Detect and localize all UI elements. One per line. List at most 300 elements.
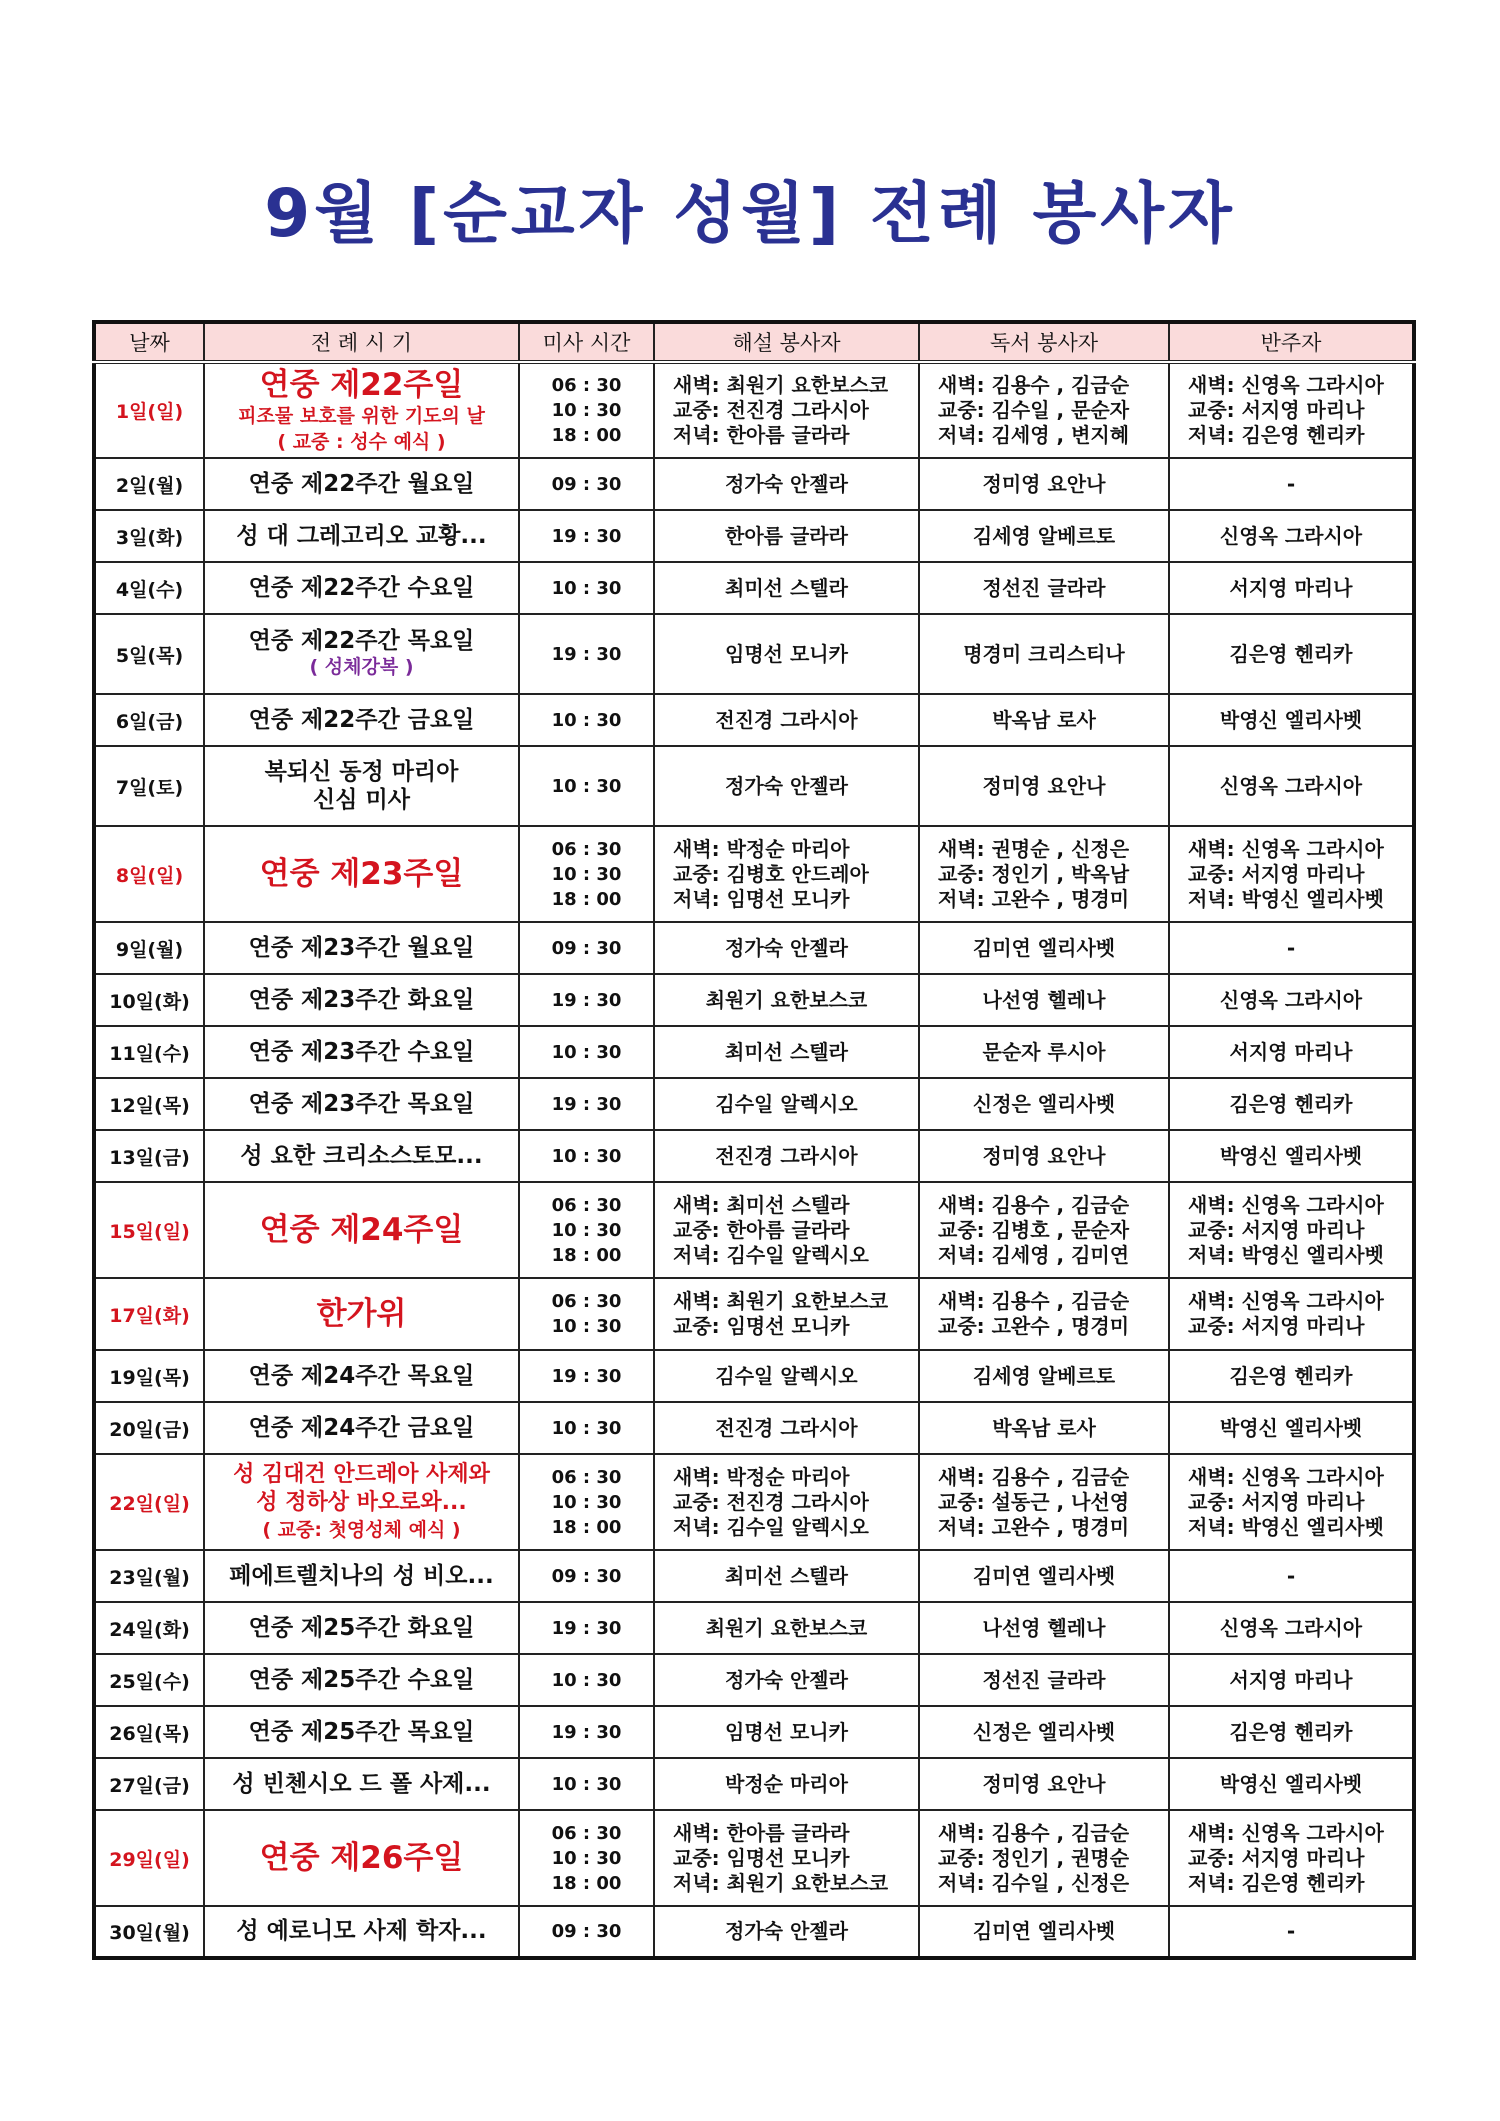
reader-name: 교중: 고완수 , 명경미 [938, 1314, 1130, 1338]
commentator-name: 교중: 김병호 안드레아 [673, 861, 869, 886]
commentator-name: 정가숙 안젤라 [725, 1667, 848, 1692]
commentator-name: 저녁: 김수일 알렉시오 [673, 1242, 869, 1267]
commentator-name: 최미선 스텔라 [725, 1039, 848, 1064]
table-row [94, 1130, 1414, 1182]
header-mass-time: 미사 시간 [519, 322, 654, 362]
commentator-name: 새벽: 한아름 글라라 [673, 1820, 850, 1845]
table-row [94, 746, 1414, 826]
table-row [94, 362, 1414, 458]
date-cell [94, 1078, 204, 1130]
commentator-cell [654, 614, 919, 694]
mass-time-cell [519, 1182, 654, 1278]
date-cell [94, 1454, 204, 1550]
table-row [94, 1182, 1414, 1278]
schedule-body [94, 362, 1414, 1958]
commentator-name: 저녁: 한아름 글라라 [673, 423, 850, 447]
commentator-cell [654, 1654, 919, 1706]
header-row [94, 322, 1414, 362]
mass-time: 19 : 30 [551, 1093, 622, 1115]
header-commentator: 해설 봉사자 [654, 322, 919, 362]
liturgy-title: 연중 제23주간 수요일 [248, 1038, 475, 1065]
reader-name: 김세영 알베르토 [972, 523, 1116, 548]
reader-cell [919, 1654, 1169, 1706]
table-row [94, 922, 1414, 974]
reader-name: 정선진 글라라 [982, 1667, 1106, 1692]
organist-name: 김은영 헨리카 [1229, 1363, 1353, 1388]
commentator-name: 임명선 모니카 [725, 1719, 848, 1744]
liturgy-title: 연중 제22주일 [259, 366, 464, 403]
reader-name: 교중: 설동근 , 나선영 [938, 1489, 1130, 1514]
commentator-name: 정가숙 안젤라 [725, 471, 848, 496]
date-label: 5일(목) [115, 644, 184, 667]
date-label: 25일(수) [109, 1670, 190, 1693]
date-cell [94, 1350, 204, 1402]
header-liturgy: 전 례 시 기 [204, 322, 519, 362]
reader-name: 새벽: 김용수 , 김금순 [938, 1289, 1130, 1313]
reader-name: 나선영 헬레나 [982, 1615, 1106, 1640]
organist-cell [1169, 362, 1414, 458]
mass-time: 10 : 30 [551, 1669, 622, 1691]
liturgy-title: 연중 제23주간 월요일 [248, 934, 475, 961]
reader-name: 신정은 엘리사벳 [972, 1719, 1116, 1744]
commentator-name: 전진경 그라시아 [715, 1415, 858, 1440]
liturgy-cell [204, 826, 519, 922]
commentator-cell [654, 746, 919, 826]
organist-name: - [1286, 935, 1296, 960]
table-row [94, 1026, 1414, 1078]
commentator-cell [654, 1130, 919, 1182]
commentator-name: 박정순 마리아 [725, 1771, 848, 1796]
date-label: 22일(일) [109, 1492, 190, 1515]
liturgy-title: 연중 제25주간 화요일 [248, 1614, 475, 1641]
liturgy-cell [204, 974, 519, 1026]
mass-time-cell [519, 1350, 654, 1402]
organist-name: 새벽: 신영옥 그라시아 [1188, 1820, 1384, 1845]
date-label: 7일(토) [115, 776, 184, 799]
mass-time: 19 : 30 [551, 643, 622, 665]
table-row [94, 1758, 1414, 1810]
date-cell [94, 922, 204, 974]
commentator-cell [654, 694, 919, 746]
mass-time: 10 : 30 [551, 863, 622, 885]
liturgy-cell [204, 1402, 519, 1454]
reader-cell [919, 694, 1169, 746]
commentator-cell [654, 922, 919, 974]
liturgy-cell [204, 1706, 519, 1758]
organist-cell [1169, 746, 1414, 826]
liturgy-title: 연중 제26주일 [259, 1840, 464, 1876]
mass-time: 10 : 30 [551, 1316, 622, 1337]
date-label: 24일(화) [109, 1618, 190, 1641]
organist-name: 서지영 마리나 [1229, 1039, 1353, 1064]
liturgy-title: 연중 제22주간 수요일 [248, 574, 475, 601]
liturgy-cell [204, 1182, 519, 1278]
date-cell [94, 458, 204, 510]
organist-name: 김은영 헨리카 [1229, 641, 1353, 666]
organist-name: - [1286, 1563, 1296, 1588]
date-label: 11일(수) [109, 1042, 190, 1065]
liturgy-title: 연중 제24주간 목요일 [248, 1362, 475, 1389]
liturgy-title: 성 대 그레고리오 교황... [236, 522, 487, 549]
liturgy-title: 연중 제25주간 수요일 [248, 1666, 475, 1693]
organist-name: 교중: 서지영 마리나 [1188, 861, 1365, 886]
mass-time: 09 : 30 [551, 1565, 622, 1587]
organist-cell [1169, 1278, 1414, 1350]
commentator-name: 교중: 임명선 모니카 [673, 1845, 850, 1870]
mass-time: 18 : 00 [551, 1872, 622, 1894]
date-label: 12일(목) [109, 1094, 190, 1117]
date-cell [94, 1706, 204, 1758]
mass-time: 10 : 30 [551, 1847, 622, 1869]
table-row [94, 1454, 1414, 1550]
liturgy-title: 한가위 [316, 1296, 407, 1332]
liturgy-cell [204, 746, 519, 826]
liturgy-cell [204, 694, 519, 746]
table-row [94, 1278, 1414, 1350]
commentator-name: 새벽: 박정순 마리아 [673, 836, 850, 861]
reader-name: 정미영 요안나 [982, 1771, 1106, 1796]
mass-time: 10 : 30 [551, 577, 622, 599]
commentator-name: 새벽: 최미선 스텔라 [673, 1192, 850, 1217]
reader-name: 김미연 엘리사벳 [972, 1563, 1116, 1588]
mass-time: 06 : 30 [551, 1194, 622, 1216]
mass-time-cell [519, 826, 654, 922]
date-label: 20일(금) [109, 1418, 190, 1441]
organist-cell [1169, 1550, 1414, 1602]
liturgy-cell [204, 1026, 519, 1078]
organist-name: 새벽: 신영옥 그라시아 [1188, 1192, 1384, 1217]
commentator-cell [654, 362, 919, 458]
commentator-name: 정가숙 안젤라 [725, 935, 848, 960]
mass-time-cell [519, 694, 654, 746]
schedule-table [92, 320, 1416, 1960]
mass-time: 09 : 30 [551, 937, 622, 959]
liturgy-title: 연중 제22주간 목요일 [248, 627, 475, 654]
liturgy-note: ( 성체강복 ) [309, 655, 414, 678]
commentator-name: 저녁: 최원기 요한보스코 [673, 1870, 889, 1895]
date-label: 4일(수) [115, 578, 184, 601]
date-label: 2일(월) [115, 474, 184, 497]
date-cell [94, 974, 204, 1026]
date-label: 27일(금) [109, 1774, 190, 1797]
date-cell [94, 1402, 204, 1454]
organist-name: 신영옥 그라시아 [1219, 987, 1363, 1012]
reader-name: 새벽: 김용수 , 김금순 [938, 1464, 1130, 1489]
liturgy-cell [204, 1130, 519, 1182]
mass-time: 19 : 30 [551, 1721, 622, 1743]
commentator-name: 교중: 임명선 모니카 [673, 1314, 850, 1338]
organist-cell [1169, 1654, 1414, 1706]
date-cell [94, 614, 204, 694]
date-cell [94, 1758, 204, 1810]
reader-cell [919, 1026, 1169, 1078]
liturgy-cell [204, 1906, 519, 1958]
reader-name: 새벽: 권명순 , 신정은 [938, 836, 1130, 861]
mass-time-cell [519, 458, 654, 510]
mass-time: 10 : 30 [551, 775, 622, 797]
date-label: 1일(일) [115, 401, 184, 423]
mass-time-cell [519, 362, 654, 458]
commentator-name: 최미선 스텔라 [725, 1563, 848, 1588]
reader-cell [919, 614, 1169, 694]
liturgy-cell [204, 458, 519, 510]
liturgy-title: 연중 제24주간 금요일 [248, 1414, 475, 1441]
mass-time: 06 : 30 [551, 1466, 622, 1488]
reader-cell [919, 1182, 1169, 1278]
reader-name: 정미영 요안나 [982, 1143, 1106, 1168]
date-label: 17일(화) [109, 1304, 190, 1327]
commentator-name: 전진경 그라시아 [715, 1143, 858, 1168]
liturgy-title: 신심 미사 [313, 787, 410, 813]
table-row [94, 614, 1414, 694]
reader-cell [919, 1350, 1169, 1402]
liturgy-cell [204, 1758, 519, 1810]
mass-time: 18 : 00 [551, 888, 622, 910]
reader-name: 정미영 요안나 [982, 773, 1106, 798]
organist-cell [1169, 562, 1414, 614]
liturgy-title: 연중 제23주간 화요일 [248, 986, 475, 1013]
reader-name: 나선영 헬레나 [982, 987, 1106, 1012]
table-row [94, 510, 1414, 562]
mass-time-cell [519, 614, 654, 694]
organist-name: 신영옥 그라시아 [1219, 1615, 1363, 1640]
organist-cell [1169, 974, 1414, 1026]
header-reader: 독서 봉사자 [919, 322, 1169, 362]
reader-cell [919, 1810, 1169, 1906]
mass-time: 18 : 00 [551, 1516, 622, 1538]
reader-name: 저녁: 고완수 , 명경미 [938, 886, 1130, 911]
organist-cell [1169, 1906, 1414, 1958]
mass-time: 19 : 30 [551, 989, 622, 1011]
commentator-cell [654, 1550, 919, 1602]
reader-cell [919, 1906, 1169, 1958]
mass-time-cell [519, 1906, 654, 1958]
liturgy-note: ( 교중: 첫영성체 예식 ) [262, 1519, 461, 1541]
date-cell [94, 1602, 204, 1654]
mass-time: 19 : 30 [551, 1617, 622, 1639]
date-label: 23일(월) [109, 1566, 190, 1589]
reader-cell [919, 1550, 1169, 1602]
reader-name: 저녁: 김수일 , 신정은 [938, 1870, 1130, 1895]
date-label: 29일(일) [109, 1848, 190, 1871]
organist-name: 교중: 서지영 마리나 [1188, 1845, 1365, 1870]
liturgy-title: 복되신 동정 마리아 [264, 759, 459, 785]
date-cell [94, 1026, 204, 1078]
table-row [94, 1706, 1414, 1758]
commentator-cell [654, 510, 919, 562]
organist-name: 박영신 엘리사벳 [1219, 707, 1363, 732]
reader-cell [919, 922, 1169, 974]
mass-time-cell [519, 1810, 654, 1906]
table-row [94, 1602, 1414, 1654]
reader-name: 박옥남 로사 [992, 1415, 1096, 1440]
date-cell [94, 1130, 204, 1182]
mass-time-cell [519, 1078, 654, 1130]
commentator-cell [654, 562, 919, 614]
commentator-name: 전진경 그라시아 [715, 707, 858, 732]
liturgy-title: 성 정하상 바오로와... [256, 1490, 467, 1515]
organist-name: 신영옥 그라시아 [1219, 523, 1363, 548]
mass-time: 19 : 30 [551, 525, 622, 547]
reader-cell [919, 1758, 1169, 1810]
mass-time: 09 : 30 [551, 1921, 622, 1942]
reader-name: 교중: 정인기 , 박옥남 [938, 861, 1130, 886]
reader-name: 문순자 루시아 [982, 1039, 1106, 1064]
mass-time-cell [519, 1130, 654, 1182]
organist-cell [1169, 694, 1414, 746]
date-label: 3일(화) [115, 526, 184, 549]
organist-cell [1169, 458, 1414, 510]
table-row [94, 1654, 1414, 1706]
date-cell [94, 1654, 204, 1706]
table-row [94, 1078, 1414, 1130]
organist-cell [1169, 1026, 1414, 1078]
commentator-cell [654, 1402, 919, 1454]
organist-name: 김은영 헨리카 [1229, 1719, 1353, 1744]
organist-cell [1169, 1182, 1414, 1278]
commentator-cell [654, 1078, 919, 1130]
date-label: 19일(목) [109, 1366, 190, 1389]
mass-time-cell [519, 1026, 654, 1078]
liturgy-title: 성 요한 크리소스토모... [240, 1142, 483, 1169]
mass-time-cell [519, 1550, 654, 1602]
date-cell [94, 694, 204, 746]
organist-cell [1169, 1078, 1414, 1130]
liturgy-cell [204, 510, 519, 562]
date-cell [94, 826, 204, 922]
organist-cell [1169, 922, 1414, 974]
table-row [94, 1550, 1414, 1602]
reader-cell [919, 1454, 1169, 1550]
reader-cell [919, 1706, 1169, 1758]
mass-time: 19 : 30 [551, 1365, 622, 1387]
reader-cell [919, 510, 1169, 562]
mass-time-cell [519, 1706, 654, 1758]
organist-name: 박영신 엘리사벳 [1219, 1771, 1363, 1796]
liturgy-title: 페에트렐치나의 성 비오... [229, 1562, 494, 1589]
date-cell [94, 1810, 204, 1906]
commentator-cell [654, 458, 919, 510]
commentator-name: 저녁: 임명선 모니카 [673, 886, 850, 911]
mass-time: 09 : 30 [551, 473, 622, 495]
organist-name: 박영신 엘리사벳 [1219, 1143, 1363, 1168]
page-title: 9월 [순교자 성월] 전례 봉사자 [264, 175, 1236, 252]
organist-name: 저녁: 박영신 엘리사벳 [1188, 1242, 1384, 1267]
organist-name: 서지영 마리나 [1229, 1667, 1353, 1692]
reader-cell [919, 1602, 1169, 1654]
liturgy-title: 연중 제25주간 목요일 [248, 1718, 475, 1745]
reader-name: 교중: 김수일 , 문순자 [938, 398, 1130, 422]
organist-cell [1169, 1602, 1414, 1654]
date-cell [94, 562, 204, 614]
date-cell [94, 362, 204, 458]
reader-cell [919, 1130, 1169, 1182]
reader-name: 교중: 정인기 , 권명순 [938, 1845, 1130, 1870]
commentator-cell [654, 974, 919, 1026]
reader-cell [919, 362, 1169, 458]
commentator-name: 김수일 알렉시오 [715, 1091, 858, 1116]
liturgy-title: 성 김대건 안드레아 사제와 [233, 1462, 490, 1487]
mass-time: 10 : 30 [551, 1219, 622, 1241]
organist-cell [1169, 1350, 1414, 1402]
organist-name: 저녁: 박영신 엘리사벳 [1188, 1514, 1384, 1539]
mass-time: 06 : 30 [551, 1822, 622, 1844]
commentator-cell [654, 1454, 919, 1550]
mass-time-cell [519, 1402, 654, 1454]
reader-cell [919, 562, 1169, 614]
organist-cell [1169, 1402, 1414, 1454]
liturgy-note: 피조물 보호를 위한 기도의 날 [238, 404, 485, 427]
organist-name: 김은영 헨리카 [1229, 1091, 1353, 1116]
date-label: 26일(목) [109, 1722, 190, 1745]
table-row [94, 458, 1414, 510]
table-row [94, 974, 1414, 1026]
mass-time-cell [519, 1654, 654, 1706]
date-label: 13일(금) [109, 1146, 190, 1169]
date-cell [94, 1906, 204, 1958]
reader-cell [919, 1278, 1169, 1350]
reader-name: 저녁: 고완수 , 명경미 [938, 1514, 1130, 1539]
reader-name: 김미연 엘리사벳 [972, 1919, 1116, 1943]
mass-time-cell [519, 1602, 654, 1654]
table-row [94, 1906, 1414, 1958]
header-date: 날짜 [94, 322, 204, 362]
mass-time: 10 : 30 [551, 1041, 622, 1063]
reader-name: 새벽: 김용수 , 김금순 [938, 1820, 1130, 1845]
liturgy-title: 연중 제22주간 월요일 [248, 470, 475, 497]
liturgy-cell [204, 1350, 519, 1402]
reader-name: 새벽: 김용수 , 김금순 [938, 373, 1130, 397]
organist-cell [1169, 1130, 1414, 1182]
date-cell [94, 1182, 204, 1278]
reader-name: 저녁: 김세영 , 김미연 [938, 1242, 1130, 1267]
reader-cell [919, 1078, 1169, 1130]
liturgy-cell [204, 1278, 519, 1350]
liturgy-cell [204, 362, 519, 458]
mass-time-cell [519, 1758, 654, 1810]
mass-time: 18 : 00 [551, 425, 622, 446]
commentator-cell [654, 1758, 919, 1810]
liturgy-title: 성 예로니모 사제 학자... [236, 1918, 487, 1944]
table-row [94, 562, 1414, 614]
commentator-cell [654, 826, 919, 922]
mass-time: 10 : 30 [551, 709, 622, 731]
commentator-name: 새벽: 최원기 요한보스코 [673, 373, 889, 397]
organist-name: - [1286, 1919, 1296, 1943]
organist-name: 교중: 서지영 마리나 [1188, 398, 1365, 422]
date-label: 10일(화) [109, 990, 190, 1013]
commentator-name: 최미선 스텔라 [725, 575, 848, 600]
date-label: 8일(일) [115, 864, 184, 887]
date-cell [94, 510, 204, 562]
table-row [94, 1402, 1414, 1454]
liturgy-title: 성 빈첸시오 드 폴 사제... [232, 1770, 491, 1797]
date-label: 30일(월) [109, 1922, 190, 1944]
reader-name: 교중: 김병호 , 문순자 [938, 1217, 1130, 1242]
organist-cell [1169, 1454, 1414, 1550]
mass-time: 10 : 30 [551, 1417, 622, 1439]
organist-name: 박영신 엘리사벳 [1219, 1415, 1363, 1440]
liturgy-cell [204, 614, 519, 694]
organist-name: 서지영 마리나 [1229, 575, 1353, 600]
organist-cell [1169, 826, 1414, 922]
reader-name: 정선진 글라라 [982, 575, 1106, 600]
table-row [94, 826, 1414, 922]
commentator-name: 임명선 모니카 [725, 641, 848, 666]
reader-cell [919, 826, 1169, 922]
mass-time-cell [519, 1278, 654, 1350]
reader-cell [919, 458, 1169, 510]
